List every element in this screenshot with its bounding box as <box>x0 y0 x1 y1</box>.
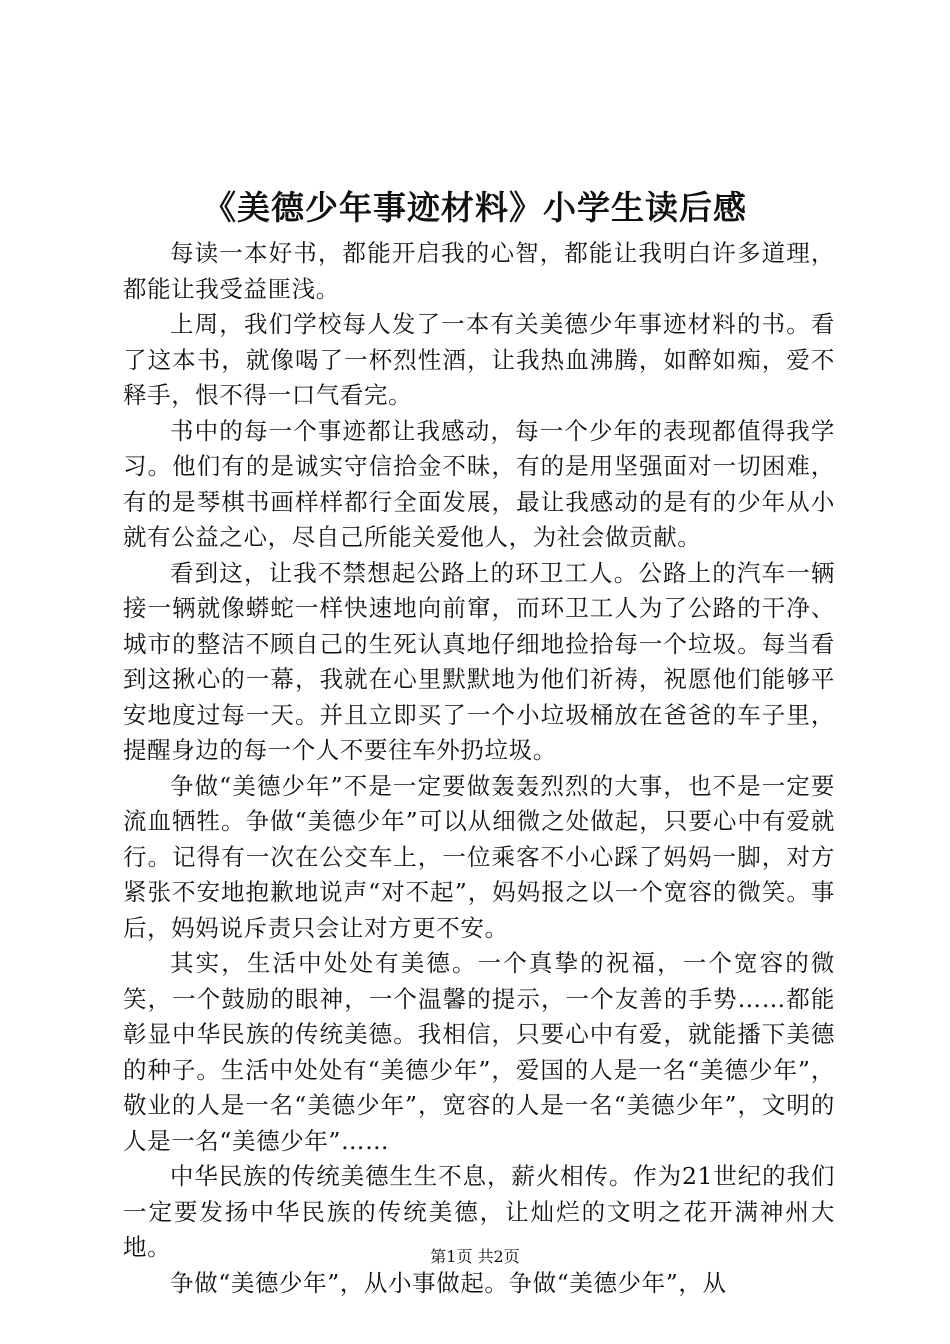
document-body <box>123 236 835 1301</box>
page-number-footer: 第1页 共2页 <box>430 1247 520 1266</box>
paragraph: 每读一本好书，都能开启我的心智，都能让我明白许多道理，都能让我受益匪浅。 <box>123 239 835 303</box>
paragraph: 看到这，让我不禁想起公路上的环卫工人。公路上的汽车一辆接一辆就像蟒蛇一样快速地向前窜，而环卫工人为了公路的干净、城市的整洁不顾自己的生死认真地仔细地捡拾每一个垃圾。每当看到这揪心的一幕，我就在心里默默地为他们祈祷，祝愿他们能够平安地度过每一天。并且立即买了一个小垃圾桶放在爸爸的车子里，提醒身边的每一个人不要往车外扔垃圾。 <box>123 558 835 764</box>
paragraph: 其实，生活中处处有美德。一个真挚的祝福，一个宽容的微笑，一个鼓励的眼神，一个温馨的提示，一个友善的手势……都能彰显中华民族的传统美德。我相信，只要心中有爱，就能播下美德的种子。生活中处处有“美德少年”，爱国的人是一名“美德少年”，敬业的人是一名“美德少年”，宽容的人是一名“美德少年”，文明的人是一名“美德少年”…… <box>123 949 835 1155</box>
paragraph: 争做“美德少年”，从小事做起。争做“美德少年”，从 <box>170 1268 727 1297</box>
paragraph: 争做“美德少年”不是一定要做轰轰烈烈的大事，也不是一定要流血牺牲。争做“美德少年”可以从细微之处做起，只要心中有爱就行。记得有一次在公交车上，一位乘客不小心踩了妈妈一脚，对方紧张不安地抱歉地说声“对不起”，妈妈报之以一个宽容的微笑。事后，妈妈说斥责只会让对方更不安。 <box>123 771 835 942</box>
paragraph: 上周，我们学校每人发了一本有关美德少年事迹材料的书。看了这本书，就像喝了一杯烈性酒，让我热血沸腾，如醉如痴，爱不释手，恨不得一口气看完。 <box>123 310 835 409</box>
document-title: 《美德少年事迹材料》小学生读后感 <box>203 188 747 227</box>
paragraph: 书中的每一个事迹都让我感动，每一个少年的表现都值得我学习。他们有的是诚实守信拾金不昧，有的是用坚强面对一切困难，有的是琴棋书画样样都行全面发展，最让我感动的是有的少年从小就有公益之心，尽自己所能关爱他人，为社会做贡献。 <box>123 416 835 551</box>
paragraph: 中华民族的传统美德生生不息，薪火相传。作为21世纪的我们一定要发扬中华民族的传统美德，让灿烂的文明之花开满神州大地。 <box>123 1162 835 1261</box>
